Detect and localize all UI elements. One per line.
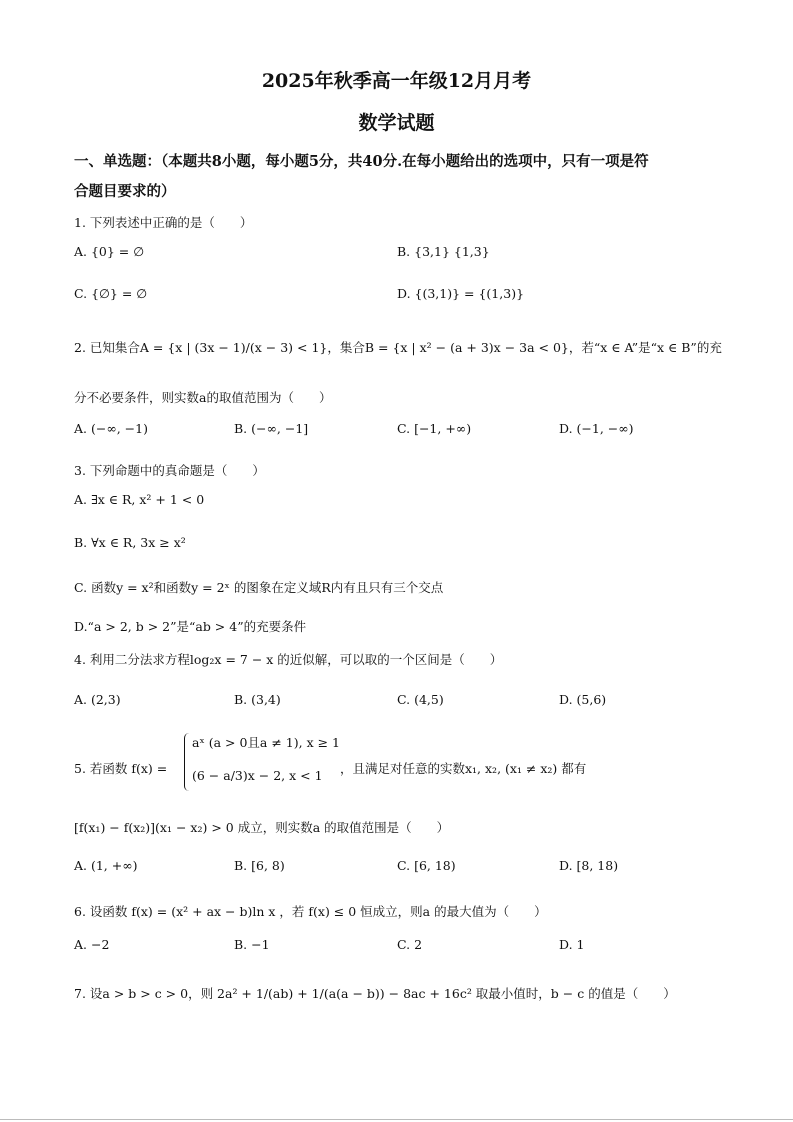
- piecewise-brace: [184, 733, 189, 791]
- question-4-option-c: C. (4,5): [397, 692, 444, 707]
- question-5-piece-2: (6 − a/3)x − 2, x < 1: [192, 768, 323, 783]
- question-1-option-d: D. {(3,1)} = {(1,3)}: [397, 286, 525, 301]
- question-6-option-b: B. −1: [234, 937, 270, 952]
- question-5-stem-tail: ，且满足对任意的实数x₁, x₂, (x₁ ≠ x₂) 都有: [340, 761, 587, 776]
- question-5-stem-line2: [f(x₁) − f(x₂)](x₁ − x₂) > 0 成立，则实数a 的取值范围是（ ）: [74, 820, 450, 835]
- question-6-stem: 6. 设函数 f(x) = (x² + ax − b)ln x ，若 f(x) ≤ 0 恒成立，则a 的最大值为（ ）: [74, 904, 547, 919]
- question-4-stem: 4. 利用二分法求方程log₂x = 7 − x 的近似解，可以取的一个区间是（ ）: [74, 652, 503, 667]
- section-heading-line1: 一、单选题：（本题共8小题，每小题5分，共40分.在每小题给出的选项中，只有一项是符: [74, 153, 649, 170]
- question-4-option-d: D. (5,6): [559, 692, 607, 707]
- question-5-piece-1: aˣ (a > 0且a ≠ 1), x ≥ 1: [192, 735, 340, 750]
- question-3-stem: 3. 下列命题中的真命题是（ ）: [74, 463, 265, 478]
- question-4-option-b: B. (3,4): [234, 692, 281, 707]
- exam-subtitle: 数学试题: [358, 112, 435, 134]
- question-3-option-c: C. 函数y = x²和函数y = 2ˣ 的图象在定义域R内有且只有三个交点: [74, 580, 444, 595]
- section-heading-line2: 合题目要求的）: [74, 183, 176, 200]
- question-1-option-b: B. {3,1} {1,3}: [397, 244, 490, 259]
- question-5-option-c: C. [6, 18): [397, 858, 456, 873]
- question-6-option-d: D. 1: [559, 937, 585, 952]
- page-bottom-border: [0, 1119, 793, 1120]
- question-4-option-a: A. (2,3): [74, 692, 121, 707]
- question-1-stem: 1. 下列表述中正确的是（ ）: [74, 215, 253, 230]
- question-5-option-d: D. [8, 18): [559, 858, 619, 873]
- question-6-option-c: C. 2: [397, 937, 423, 952]
- question-3-option-b: B. ∀x ∈ R, 3x ≥ x²: [74, 535, 186, 550]
- question-2-option-a: A. (−∞, −1): [74, 421, 148, 436]
- question-7-stem: 7. 设a > b > c > 0，则 2a² + 1/(ab) + 1/(a(a − b)) − 8ac + 16c² 取最小值时，b − c 的值是（ ）: [74, 986, 676, 1001]
- question-2-stem: 2. 已知集合A = {x | (3x − 1)/(x − 3) < 1}，集合B = {x | x² − (a + 3)x − 3a < 0}，若“x ∈ A”是“x ∈ B”的充: [74, 340, 722, 355]
- question-5-option-b: B. [6, 8): [234, 858, 285, 873]
- question-2-stem-line2: 分不必要条件，则实数a的取值范围为（ ）: [74, 390, 332, 405]
- question-2-option-c: C. [−1, +∞): [397, 421, 472, 436]
- question-3-option-d: D.“a > 2, b > 2”是“ab > 4”的充要条件: [74, 619, 307, 634]
- question-5-stem: 5. 若函数 f(x) =: [74, 761, 168, 776]
- question-3-option-a: A. ∃x ∈ R, x² + 1 < 0: [74, 492, 205, 507]
- question-5-option-a: A. (1, +∞): [74, 858, 138, 873]
- question-1-option-a: A. {0} = ∅: [74, 244, 145, 259]
- exam-title: 2025年秋季高一年级12月月考: [261, 70, 532, 92]
- question-2-option-b: B. (−∞, −1]: [234, 421, 309, 436]
- question-2-option-d: D. (−1, −∞): [559, 421, 634, 436]
- question-1-option-c: C. {∅} = ∅: [74, 286, 148, 301]
- question-6-option-a: A. −2: [74, 937, 110, 952]
